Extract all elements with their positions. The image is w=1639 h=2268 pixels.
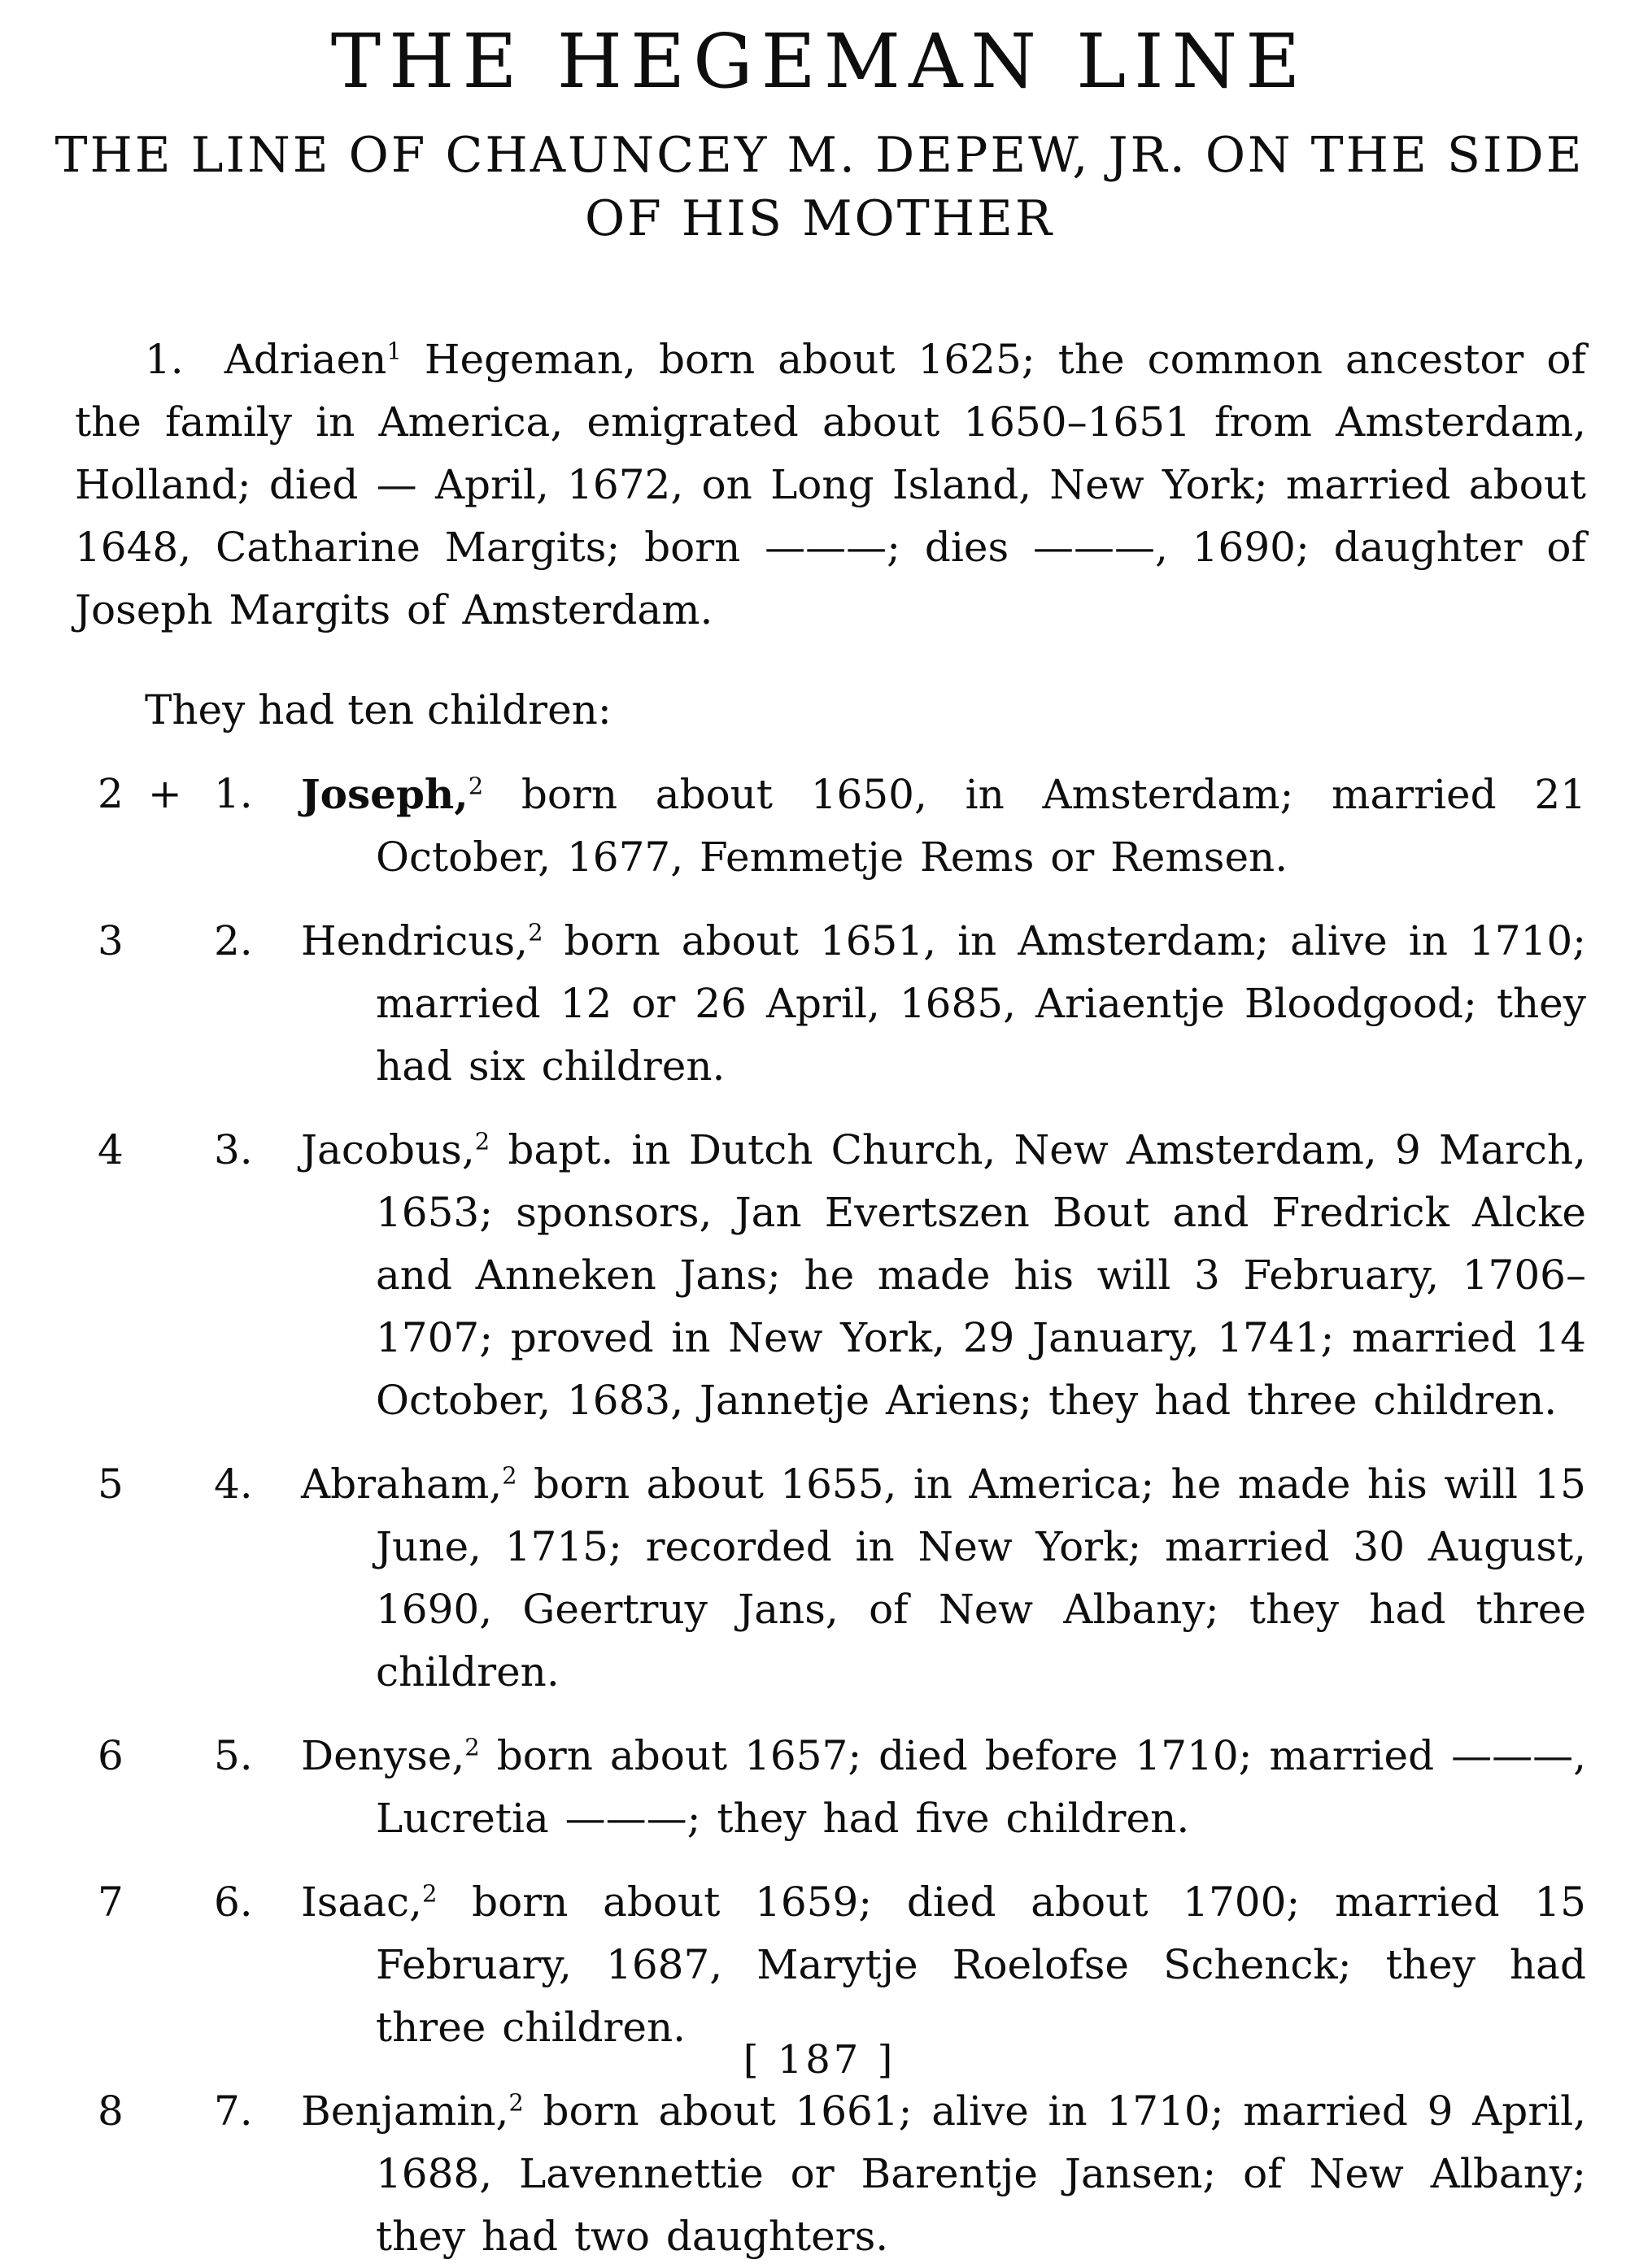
child-entry	[0, 2080, 1639, 2268]
child-ref-number	[98, 1871, 148, 1934]
child-ordinal: 5.	[214, 1732, 253, 1779]
child-plus-marker: +	[147, 770, 182, 817]
child-ref-value: 3	[98, 917, 124, 964]
child-generation-superscript: 2	[508, 2088, 524, 2117]
ancestor-generation-superscript: 1	[386, 337, 402, 365]
child-entry	[0, 763, 1639, 889]
child-name: Jacobus,	[301, 1126, 475, 1173]
child-entry	[0, 910, 1639, 1098]
subtitle-line-2: OF HIS MOTHER	[584, 190, 1055, 247]
child-ordinal: 6.	[214, 1878, 253, 1926]
child-ref-value: 5	[98, 1460, 124, 1508]
child-details: born about 1661; alive in 1710; married 9 April, 1688, Lavennettie or Barentje Jansen; of New Albany; they had two daughters.	[376, 2087, 1586, 2260]
child-generation-superscript: 2	[474, 1127, 490, 1156]
child-name: Isaac,	[301, 1878, 422, 1926]
child-generation-superscript: 2	[528, 918, 543, 947]
child-ordinal: 3.	[214, 1126, 253, 1173]
child-ref-number	[98, 1725, 148, 1787]
child-name: Abraham,	[301, 1460, 503, 1508]
child-description	[301, 763, 1586, 889]
child-ref-number	[98, 1119, 148, 1182]
child-name: Joseph,	[301, 770, 469, 818]
page-number-footer: [ 187 ]	[743, 2037, 896, 2083]
ancestor-paragraph	[75, 329, 1586, 642]
child-details: born about 1657; died before 1710; married ———, Lucretia ———; they had five children.	[376, 1732, 1586, 1842]
child-name: Hendricus,	[301, 917, 529, 964]
child-ref-value: 4	[98, 1126, 124, 1173]
child-ref-value: 6	[98, 1732, 124, 1779]
page-title: THE HEGEMAN LINE	[330, 18, 1309, 105]
child-details: born about 1650, in Amsterdam; married 21 October, 1677, Femmetje Rems or Remsen.	[376, 771, 1586, 881]
child-ref-value: 8	[98, 2087, 124, 2135]
child-entry	[0, 1725, 1639, 1850]
ancestor-number: 1.	[145, 336, 184, 383]
child-entry	[0, 1871, 1639, 2059]
child-name: Benjamin,	[301, 2087, 509, 2135]
child-generation-superscript: 2	[502, 1461, 517, 1490]
child-ordinal: 4.	[214, 1460, 253, 1508]
child-name: Denyse,	[301, 1732, 465, 1779]
child-generation-superscript: 2	[421, 1879, 438, 1908]
child-ordinal: 7.	[214, 2087, 253, 2135]
child-details: born about 1655, in America; he made his will 15 June, 1715; recorded in New York; married 30 August, 1690, Geertruy Jans, of New Albany; they had three children.	[376, 1460, 1586, 1696]
child-ref-value: 2	[98, 770, 124, 817]
child-description	[301, 910, 1586, 1098]
child-description	[301, 1725, 1586, 1850]
child-details: bapt. in Dutch Church, New Amsterdam, 9 March, 1653; sponsors, Jan Evertszen Bout and Fredrick Alcke and Anneken Jans; he made his will 3 February, 1706–1707; proved in New York, 29 January, 1741; married 14 October, 1683, Jannetje Ariens; they had three children.	[376, 1126, 1586, 1424]
child-entry	[0, 1453, 1639, 1704]
child-generation-superscript: 2	[468, 772, 484, 800]
children-intro-line: They had ten children:	[145, 686, 612, 734]
child-ref-value: 7	[98, 1878, 124, 1926]
child-generation-superscript: 2	[464, 1733, 480, 1761]
child-description	[301, 2080, 1586, 2268]
child-ordinal: 2.	[214, 917, 253, 964]
subtitle-line-1: THE LINE OF CHAUNCEY M. DEPEW, JR. ON THE SIDE	[54, 127, 1585, 184]
child-details: born about 1651, in Amsterdam; alive in 1710; married 12 or 26 April, 1685, Ariaentje Bloodgood; they had six children.	[376, 917, 1586, 1090]
child-ref-number	[98, 1453, 148, 1516]
child-entry	[0, 1119, 1639, 1432]
child-ref-number	[98, 763, 182, 825]
child-details: born about 1659; died about 1700; married 15 February, 1687, Marytje Roelofse Schenck; they had three children.	[376, 1878, 1586, 2051]
ancestor-name: Adriaen	[224, 336, 387, 383]
child-ref-number	[98, 910, 148, 973]
child-description	[301, 1871, 1586, 2059]
page-subtitle	[0, 124, 1639, 250]
child-description	[301, 1119, 1586, 1432]
ancestor-description: Hegeman, born about 1625; the common ancestor of the family in America, emigrated about 1650–1651 from Amsterdam, Holland; died — April, 1672, on Long Island, New York; married about 1648, Catharine Margits; born ———; dies ———, 1690; daughter of Joseph Margits of Amsterdam.	[75, 336, 1586, 633]
child-ordinal: 1.	[214, 770, 253, 817]
child-ref-number	[98, 2080, 148, 2143]
child-description	[301, 1453, 1586, 1704]
